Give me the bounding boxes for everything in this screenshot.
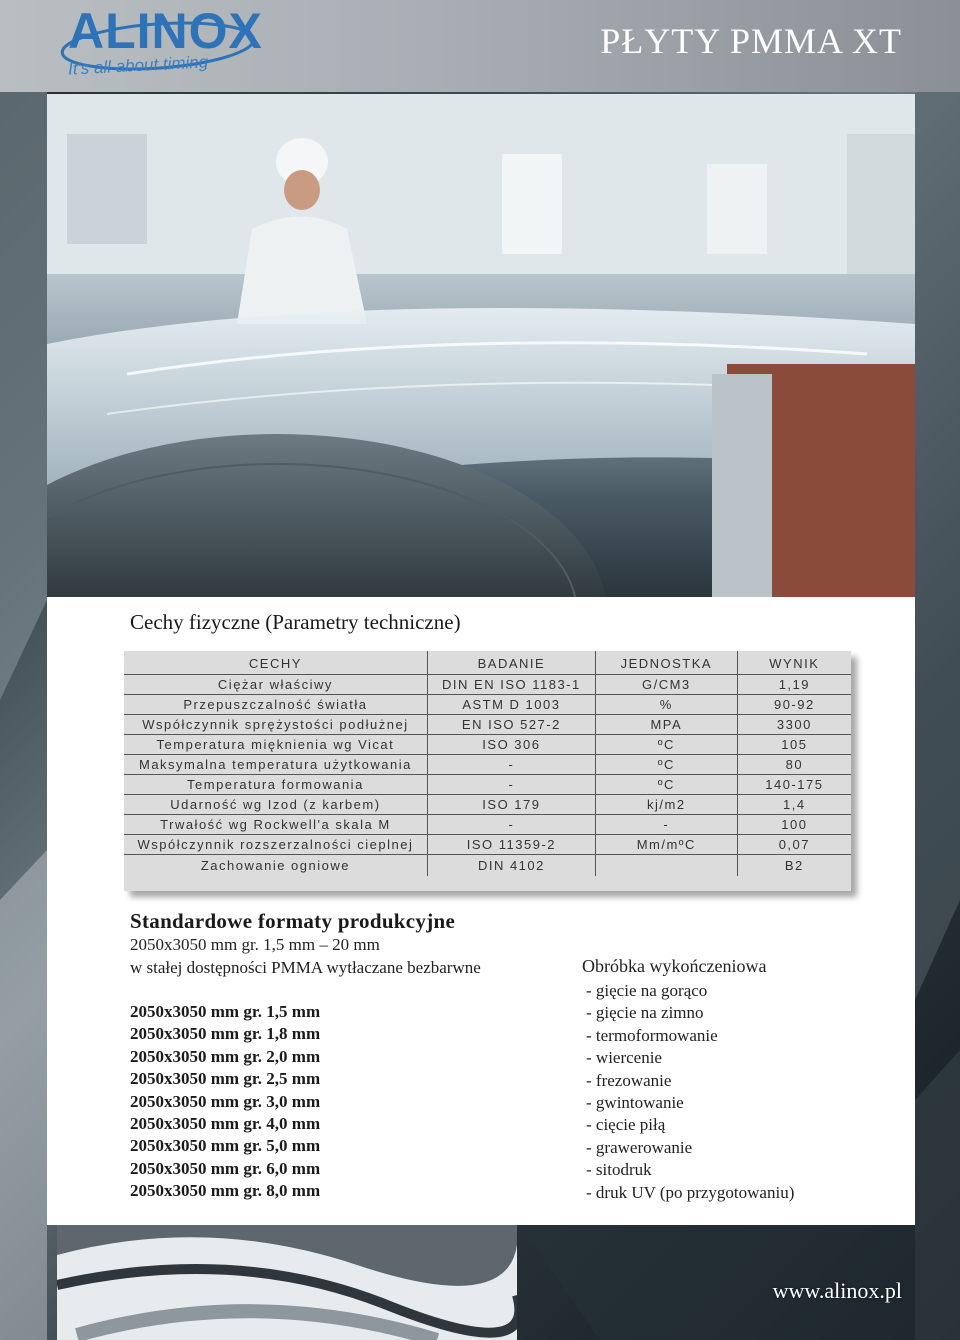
column-header-badanie: BADANIE — [427, 651, 595, 675]
list-item: 2050x3050 mm gr. 3,0 mm — [130, 1091, 321, 1111]
list-item: - gięcie na zimno — [586, 1003, 704, 1023]
cell-unit — [595, 855, 737, 877]
cell-unit: % — [595, 695, 737, 715]
list-item: - gięcie na gorąco — [586, 981, 708, 1000]
cell-property: Temperatura mięknienia wg Vicat — [124, 735, 427, 755]
table-row — [124, 835, 851, 855]
list-item: - sitodruk — [586, 1160, 652, 1180]
cell-result: 80 — [737, 755, 851, 775]
cell-property: Współczynnik rozszerzalności cieplnej — [124, 835, 427, 855]
hero-photo-factory — [47, 94, 915, 597]
cell-property: Przepuszczalność światła — [124, 695, 427, 715]
list-item: 2050x3050 mm gr. 4,0 mm — [130, 1114, 321, 1134]
cell-unit: ºC — [595, 775, 737, 795]
cell-test: ISO 179 — [427, 795, 595, 815]
list-item: - termoformowanie — [586, 1025, 718, 1045]
alinox-logo[interactable] — [58, 2, 263, 90]
list-item: - cięcie piłą — [586, 1115, 666, 1135]
table-row — [124, 715, 851, 735]
cell-test: ASTM D 1003 — [427, 695, 595, 715]
table-row — [124, 755, 851, 775]
cell-unit: ºC — [595, 735, 737, 755]
cell-test: - — [427, 755, 595, 775]
cell-result: 90-92 — [737, 695, 851, 715]
website-link[interactable]: www.alinox.pl — [772, 1278, 902, 1303]
table-row — [124, 795, 851, 815]
finishing-title: Obróbka wykończeniowa — [582, 956, 767, 976]
list-item: - druk UV (po przygotowaniu) — [586, 1182, 795, 1202]
list-item: 2050x3050 mm gr. 2,0 mm — [130, 1046, 321, 1066]
cell-property: Trwałość wg Rockwell'a skala M — [124, 815, 427, 835]
specs-section-title: Cechy fizyczne (Parametry techniczne) — [130, 610, 461, 634]
cell-unit: ºC — [595, 755, 737, 775]
table-row — [124, 855, 851, 877]
logo-wordmark: ALINOX — [68, 3, 263, 59]
cell-property: Maksymalna temperatura użytkowania — [124, 755, 427, 775]
hero-illustration — [47, 94, 915, 597]
bottom-photo-illustration — [57, 1225, 517, 1340]
table-header-row — [124, 651, 851, 675]
cell-test: DIN 4102 — [427, 855, 595, 877]
cell-unit: MPA — [595, 715, 737, 735]
page-title: PŁYTY PMMA XT — [600, 21, 902, 61]
cell-result: 105 — [737, 735, 851, 755]
cell-test: - — [427, 815, 595, 835]
finishing-list — [586, 980, 794, 1204]
table-row — [124, 775, 851, 795]
specs-table-container — [124, 651, 851, 891]
cell-property: Ciężar właściwy — [124, 675, 427, 695]
bottom-photo-material — [57, 1225, 517, 1340]
list-item: - frezowanie — [586, 1070, 672, 1090]
cell-test: - — [427, 775, 595, 795]
formats-range-text: 2050x3050 mm gr. 1,5 mm – 20 mm — [130, 935, 380, 954]
list-item: 2050x3050 mm gr. 8,0 mm — [130, 1181, 321, 1201]
column-header-jednostka: JEDNOSTKA — [595, 651, 737, 675]
header-bar — [0, 0, 960, 92]
cell-result: 1,19 — [737, 675, 851, 695]
cell-result: 140-175 — [737, 775, 851, 795]
table-row — [124, 815, 851, 835]
list-item: 2050x3050 mm gr. 1,8 mm — [130, 1024, 321, 1044]
cell-property: Współczynnik sprężystości podłużnej — [124, 715, 427, 735]
list-item: - gwintowanie — [586, 1093, 684, 1113]
cell-property: Zachowanie ogniowe — [124, 855, 427, 877]
content-panel — [47, 597, 915, 1225]
cell-result: 0,07 — [737, 835, 851, 855]
cell-test: EN ISO 527-2 — [427, 715, 595, 735]
cell-unit: G/CM3 — [595, 675, 737, 695]
table-row — [124, 735, 851, 755]
cell-unit: - — [595, 815, 737, 835]
formats-title: Standardowe formaty produkcyjne — [130, 909, 456, 933]
cell-test: DIN EN ISO 1183-1 — [427, 675, 595, 695]
cell-result: 3300 — [737, 715, 851, 735]
cell-unit: kj/m2 — [595, 795, 737, 815]
cell-property: Udarność wg Izod (z karbem) — [124, 795, 427, 815]
formats-list — [130, 1001, 320, 1203]
cell-test: ISO 11359-2 — [427, 835, 595, 855]
cell-test: ISO 306 — [427, 735, 595, 755]
specs-table — [124, 651, 851, 876]
cell-result: 1,4 — [737, 795, 851, 815]
cell-unit: Mm/mºC — [595, 835, 737, 855]
column-header-wynik: WYNIK — [737, 651, 851, 675]
logo-tagline: It's all about timing — [67, 52, 209, 79]
list-item: 2050x3050 mm gr. 1,5 mm — [130, 1002, 321, 1021]
formats-availability-text: w stałej dostępności PMMA wytłaczane bezbarwne — [130, 958, 481, 977]
list-item: 2050x3050 mm gr. 5,0 mm — [130, 1136, 321, 1156]
cell-result: B2 — [784, 858, 804, 873]
cell-result: 100 — [737, 815, 851, 835]
list-item: 2050x3050 mm gr. 2,5 mm — [130, 1069, 321, 1089]
list-item: - grawerowanie — [586, 1137, 693, 1157]
list-item: 2050x3050 mm gr. 6,0 mm — [130, 1158, 321, 1178]
column-header-cechy: CECHY — [124, 651, 427, 675]
cell-property: Temperatura formowania — [124, 775, 427, 795]
table-row — [124, 695, 851, 715]
list-item: - wiercenie — [586, 1048, 662, 1068]
table-row — [124, 675, 851, 695]
